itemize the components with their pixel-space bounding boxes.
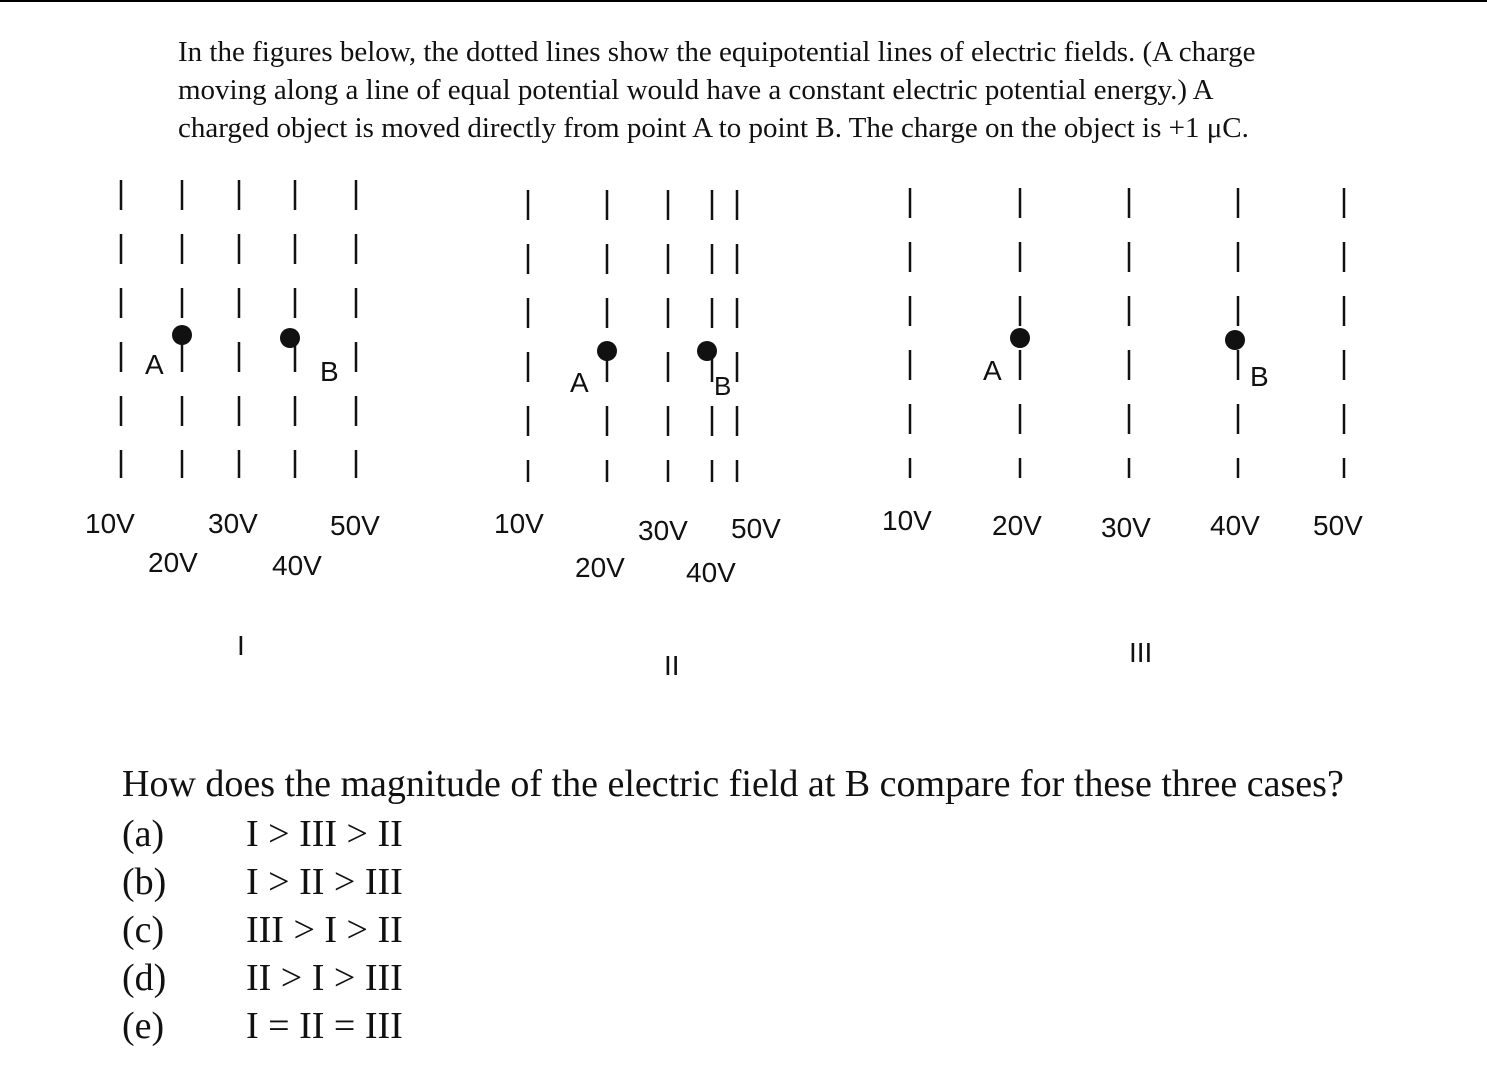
equipotential-lines [528,190,737,482]
voltage-label-40v: 40V [272,550,322,581]
voltage-label-20v: 20V [992,510,1042,541]
point-a-dot [1010,328,1030,348]
intro-line-2: moving along a line of equal potential would have a constant electric potential energy.) A [178,74,1214,106]
figure-caption: I [237,630,245,661]
voltage-label-30v: 30V [1101,512,1151,543]
figure-3 [882,188,1363,668]
choice-text: I > III > II [246,813,403,855]
choice-letter: (b) [122,861,167,903]
choice-text: III > I > II [246,909,403,951]
voltage-label-20v: 20V [148,547,198,578]
voltage-label-20v: 20V [575,552,625,583]
figure-caption: III [1129,637,1153,668]
voltage-label-10v: 10V [494,508,544,539]
point-a-label: A [145,349,164,380]
figure-2 [494,190,781,681]
equipotential-lines [910,188,1344,478]
point-a-label: A [570,367,589,398]
point-b-dot [280,328,300,348]
point-a-label: A [983,355,1002,386]
voltage-label-50v: 50V [330,510,380,541]
choice-letter: (a) [122,813,165,855]
question-text: How does the magnitude of the electric field at B compare for these three cases? [122,763,1344,805]
point-b-dot [1225,330,1245,350]
voltage-label-40v: 40V [686,557,736,588]
point-b-label: B [714,371,732,401]
intro-line-1: In the figures below, the dotted lines show the equipotential lines of electric fields. (A charge [178,36,1256,68]
point-a-dot [172,325,192,345]
point-b-label: B [1250,361,1269,392]
voltage-label-30v: 30V [208,508,258,539]
voltage-label-40v: 40V [1210,510,1260,541]
intro-line-3: charged object is moved directly from point A to point B. The charge on the object is +1 μC. [178,112,1249,144]
voltage-label-50v: 50V [1313,510,1363,541]
point-b-dot [697,341,717,361]
voltage-label-10v: 10V [85,508,135,539]
voltage-label-50v: 50V [731,513,781,544]
point-a-dot [597,341,617,361]
choice-text: II > I > III [246,957,403,999]
point-b-label: B [320,356,339,387]
voltage-label-10v: 10V [882,505,932,536]
voltage-label-30v: 30V [638,515,688,546]
choice-text: I = II = III [246,1005,403,1047]
choice-letter: (c) [122,909,165,951]
figure-1 [85,180,380,661]
figure-caption: II [664,650,680,681]
choice-text: I > II > III [246,861,403,903]
equipotential-lines [121,180,356,478]
choice-letter: (e) [122,1005,165,1047]
choice-letter: (d) [122,957,167,999]
